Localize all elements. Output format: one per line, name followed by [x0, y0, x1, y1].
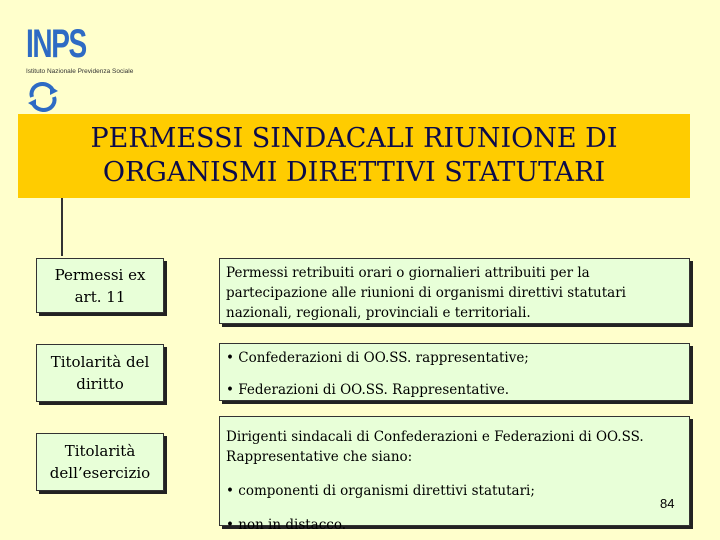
content-line: Permessi retribuiti orari o giornalieri attribuiti per la	[226, 265, 590, 281]
logo-subtitle: Istituto Nazionale Previdenza Sociale	[26, 68, 134, 75]
label-line: diritto	[76, 375, 124, 393]
title-line-1: PERMESSI SINDACALI RIUNIONE DI	[90, 123, 618, 154]
content-line: Rappresentative che siano:	[226, 449, 413, 465]
connector-line	[61, 198, 63, 256]
page-title	[90, 122, 617, 190]
content-box-titolarita-diritto	[219, 343, 690, 401]
content-line: • Federazioni di OO.SS. Rappresentative.	[226, 382, 510, 398]
label-line: dell’esercizio	[49, 464, 151, 482]
content-line: • Confederazioni di OO.SS. rappresentative;	[226, 350, 529, 366]
label-line: Permessi ex	[54, 265, 146, 284]
logo-wordmark: INPS	[26, 22, 86, 66]
content-box-titolarita-esercizio	[219, 416, 690, 533]
inps-logo	[26, 24, 136, 114]
content-line: partecipazione alle riunioni di organismi direttivi statutari	[226, 285, 626, 301]
title-line-2: ORGANISMI DIRETTIVI STATUTARI	[102, 157, 606, 188]
content-box-permessi	[219, 258, 690, 324]
inps-swirl-icon	[26, 82, 60, 112]
content-line: Dirigenti sindacali di Confederazioni e Federazioni di OO.SS.	[226, 429, 644, 445]
label-line: Titolarità	[64, 442, 136, 460]
label-box-permessi	[36, 258, 164, 313]
content-line: • componenti di organismi direttivi statutari;	[226, 483, 535, 499]
content-line: • non in distacco.	[226, 517, 347, 533]
content-line: nazionali, regionali, provinciali e territoriali.	[226, 305, 531, 321]
label-box-titolarita-diritto	[36, 344, 164, 402]
page-number: 84	[660, 496, 675, 511]
title-banner	[18, 114, 690, 198]
label-line: Titolarità del	[50, 353, 150, 371]
label-box-titolarita-esercizio	[36, 433, 164, 491]
label-line: art. 11	[74, 287, 126, 306]
